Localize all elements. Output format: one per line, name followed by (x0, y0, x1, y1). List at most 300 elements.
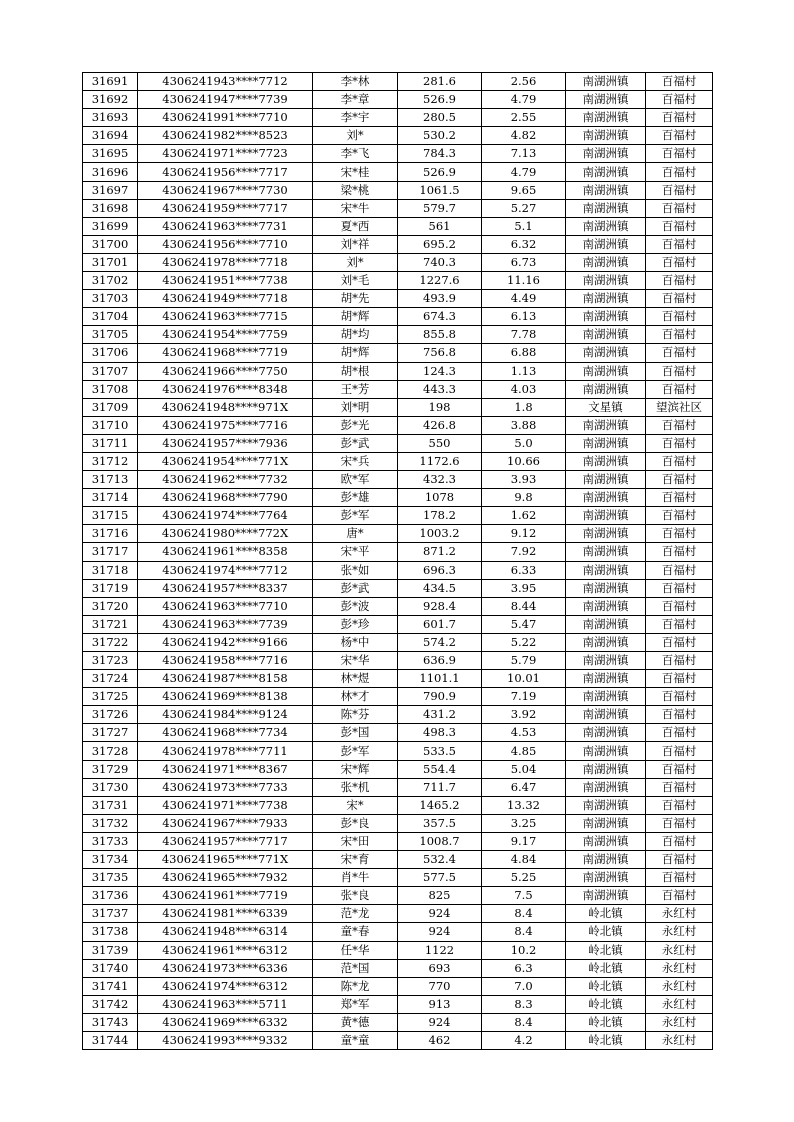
amount-cell: 928.4 (398, 597, 482, 615)
row-number-cell: 31712 (83, 452, 138, 470)
amount-cell: 693 (398, 959, 482, 977)
amount-cell: 554.4 (398, 760, 482, 778)
area-cell: 7.0 (482, 977, 566, 995)
village-cell: 百福村 (646, 633, 713, 651)
row-number-cell: 31735 (83, 869, 138, 887)
id-number-cell: 4306241980****772X (138, 525, 313, 543)
name-cell: 李*林 (313, 73, 398, 91)
name-cell: 王*芳 (313, 380, 398, 398)
town-cell: 南湖洲镇 (566, 109, 646, 127)
village-cell: 百福村 (646, 145, 713, 163)
row-number-cell: 31720 (83, 597, 138, 615)
village-cell: 百福村 (646, 217, 713, 235)
id-number-cell: 4306241942****9166 (138, 633, 313, 651)
area-cell: 7.92 (482, 543, 566, 561)
table-row (83, 941, 713, 959)
table-row (83, 670, 713, 688)
name-cell: 范*龙 (313, 905, 398, 923)
table-row (83, 507, 713, 525)
town-cell: 南湖洲镇 (566, 199, 646, 217)
village-cell: 百福村 (646, 525, 713, 543)
id-number-cell: 4306241993****9332 (138, 1031, 313, 1049)
row-number-cell: 31719 (83, 579, 138, 597)
table-row (83, 73, 713, 91)
area-cell: 4.53 (482, 724, 566, 742)
name-cell: 宋*桂 (313, 163, 398, 181)
town-cell: 南湖洲镇 (566, 344, 646, 362)
village-cell: 百福村 (646, 452, 713, 470)
area-cell: 11.16 (482, 272, 566, 290)
name-cell: 李*飞 (313, 145, 398, 163)
id-number-cell: 4306241984****9124 (138, 706, 313, 724)
town-cell: 南湖洲镇 (566, 253, 646, 271)
row-number-cell: 31710 (83, 416, 138, 434)
id-number-cell: 4306241961****8358 (138, 543, 313, 561)
name-cell: 彭*武 (313, 434, 398, 452)
village-cell: 永红村 (646, 959, 713, 977)
town-cell: 南湖洲镇 (566, 380, 646, 398)
area-cell: 8.4 (482, 1013, 566, 1031)
id-number-cell: 4306241991****7710 (138, 109, 313, 127)
town-cell: 南湖洲镇 (566, 163, 646, 181)
amount-cell: 1172.6 (398, 452, 482, 470)
amount-cell: 825 (398, 887, 482, 905)
id-number-cell: 4306241954****771X (138, 452, 313, 470)
amount-cell: 696.3 (398, 561, 482, 579)
id-number-cell: 4306241957****7936 (138, 434, 313, 452)
area-cell: 6.32 (482, 235, 566, 253)
area-cell: 6.47 (482, 778, 566, 796)
row-number-cell: 31714 (83, 489, 138, 507)
row-number-cell: 31733 (83, 832, 138, 850)
village-cell: 百福村 (646, 290, 713, 308)
amount-cell: 1101.1 (398, 670, 482, 688)
area-cell: 10.01 (482, 670, 566, 688)
table-row (83, 452, 713, 470)
amount-cell: 579.7 (398, 199, 482, 217)
amount-cell: 1465.2 (398, 796, 482, 814)
name-cell: 彭*军 (313, 507, 398, 525)
village-cell: 永红村 (646, 923, 713, 941)
row-number-cell: 31699 (83, 217, 138, 235)
amount-cell: 526.9 (398, 91, 482, 109)
name-cell: 宋*田 (313, 832, 398, 850)
name-cell: 胡*先 (313, 290, 398, 308)
area-cell: 6.88 (482, 344, 566, 362)
area-cell: 5.04 (482, 760, 566, 778)
table-row (83, 869, 713, 887)
name-cell: 宋*牛 (313, 199, 398, 217)
amount-cell: 924 (398, 905, 482, 923)
amount-cell: 770 (398, 977, 482, 995)
amount-cell: 636.9 (398, 652, 482, 670)
amount-cell: 533.5 (398, 742, 482, 760)
village-cell: 百福村 (646, 670, 713, 688)
town-cell: 南湖洲镇 (566, 235, 646, 253)
table-row (83, 724, 713, 742)
row-number-cell: 31708 (83, 380, 138, 398)
town-cell: 南湖洲镇 (566, 91, 646, 109)
table-row (83, 688, 713, 706)
id-number-cell: 4306241959****7717 (138, 199, 313, 217)
amount-cell: 913 (398, 995, 482, 1013)
name-cell: 彭*光 (313, 416, 398, 434)
id-number-cell: 4306241976****8348 (138, 380, 313, 398)
id-number-cell: 4306241948****6314 (138, 923, 313, 941)
id-number-cell: 4306241982****8523 (138, 127, 313, 145)
table-row (83, 344, 713, 362)
village-cell: 百福村 (646, 851, 713, 869)
id-number-cell: 4306241978****7711 (138, 742, 313, 760)
table-row (83, 253, 713, 271)
area-cell: 9.17 (482, 832, 566, 850)
table-row (83, 91, 713, 109)
table-row (83, 308, 713, 326)
table-row (83, 199, 713, 217)
village-cell: 百福村 (646, 688, 713, 706)
town-cell: 南湖洲镇 (566, 869, 646, 887)
town-cell: 南湖洲镇 (566, 272, 646, 290)
name-cell: 胡*均 (313, 326, 398, 344)
area-cell: 5.27 (482, 199, 566, 217)
town-cell: 岭北镇 (566, 1013, 646, 1031)
town-cell: 南湖洲镇 (566, 561, 646, 579)
table-row (83, 579, 713, 597)
town-cell: 南湖洲镇 (566, 724, 646, 742)
name-cell: 张*良 (313, 887, 398, 905)
name-cell: 张*如 (313, 561, 398, 579)
row-number-cell: 31732 (83, 814, 138, 832)
name-cell: 胡*辉 (313, 344, 398, 362)
village-cell: 百福村 (646, 199, 713, 217)
table-row (83, 1013, 713, 1031)
name-cell: 宋*辉 (313, 760, 398, 778)
amount-cell: 443.3 (398, 380, 482, 398)
village-cell: 百福村 (646, 434, 713, 452)
row-number-cell: 31723 (83, 652, 138, 670)
town-cell: 岭北镇 (566, 977, 646, 995)
name-cell: 陈*芬 (313, 706, 398, 724)
town-cell: 岭北镇 (566, 905, 646, 923)
town-cell: 南湖洲镇 (566, 670, 646, 688)
id-number-cell: 4306241971****8367 (138, 760, 313, 778)
table-row (83, 127, 713, 145)
row-number-cell: 31700 (83, 235, 138, 253)
id-number-cell: 4306241966****7750 (138, 362, 313, 380)
row-number-cell: 31736 (83, 887, 138, 905)
table-row (83, 959, 713, 977)
town-cell: 南湖洲镇 (566, 615, 646, 633)
name-cell: 彭*武 (313, 579, 398, 597)
name-cell: 彭*珍 (313, 615, 398, 633)
town-cell: 南湖洲镇 (566, 832, 646, 850)
table-row (83, 615, 713, 633)
name-cell: 宋*平 (313, 543, 398, 561)
area-cell: 8.4 (482, 905, 566, 923)
name-cell: 宋* (313, 796, 398, 814)
id-number-cell: 4306241958****7716 (138, 652, 313, 670)
row-number-cell: 31737 (83, 905, 138, 923)
town-cell: 南湖洲镇 (566, 778, 646, 796)
row-number-cell: 31724 (83, 670, 138, 688)
name-cell: 宋*育 (313, 851, 398, 869)
name-cell: 童*童 (313, 1031, 398, 1049)
amount-cell: 532.4 (398, 851, 482, 869)
name-cell: 郑*军 (313, 995, 398, 1013)
id-number-cell: 4306241971****7723 (138, 145, 313, 163)
id-number-cell: 4306241956****7710 (138, 235, 313, 253)
town-cell: 南湖洲镇 (566, 814, 646, 832)
area-cell: 3.93 (482, 471, 566, 489)
id-number-cell: 4306241968****7790 (138, 489, 313, 507)
table-row (83, 633, 713, 651)
row-number-cell: 31701 (83, 253, 138, 271)
row-number-cell: 31744 (83, 1031, 138, 1049)
town-cell: 南湖洲镇 (566, 416, 646, 434)
amount-cell: 790.9 (398, 688, 482, 706)
id-number-cell: 4306241975****7716 (138, 416, 313, 434)
town-cell: 南湖洲镇 (566, 308, 646, 326)
amount-cell: 550 (398, 434, 482, 452)
name-cell: 刘*毛 (313, 272, 398, 290)
village-cell: 百福村 (646, 253, 713, 271)
name-cell: 宋*兵 (313, 452, 398, 470)
area-cell: 8.4 (482, 923, 566, 941)
town-cell: 南湖洲镇 (566, 543, 646, 561)
row-number-cell: 31725 (83, 688, 138, 706)
town-cell: 南湖洲镇 (566, 471, 646, 489)
area-cell: 6.33 (482, 561, 566, 579)
amount-cell: 695.2 (398, 235, 482, 253)
village-cell: 百福村 (646, 416, 713, 434)
village-cell: 永红村 (646, 941, 713, 959)
amount-cell: 1008.7 (398, 832, 482, 850)
town-cell: 南湖洲镇 (566, 688, 646, 706)
town-cell: 南湖洲镇 (566, 760, 646, 778)
table-row (83, 326, 713, 344)
area-cell: 9.65 (482, 181, 566, 199)
row-number-cell: 31740 (83, 959, 138, 977)
area-cell: 4.2 (482, 1031, 566, 1049)
amount-cell: 855.8 (398, 326, 482, 344)
village-cell: 百福村 (646, 471, 713, 489)
village-cell: 百福村 (646, 507, 713, 525)
area-cell: 3.25 (482, 814, 566, 832)
town-cell: 南湖洲镇 (566, 326, 646, 344)
village-cell: 百福村 (646, 561, 713, 579)
village-cell: 百福村 (646, 597, 713, 615)
table-row (83, 489, 713, 507)
table-row (83, 760, 713, 778)
village-cell: 永红村 (646, 1013, 713, 1031)
area-cell: 4.79 (482, 163, 566, 181)
id-number-cell: 4306241968****7734 (138, 724, 313, 742)
row-number-cell: 31705 (83, 326, 138, 344)
village-cell: 百福村 (646, 380, 713, 398)
row-number-cell: 31721 (83, 615, 138, 633)
table-row (83, 851, 713, 869)
town-cell: 南湖洲镇 (566, 145, 646, 163)
town-cell: 南湖洲镇 (566, 887, 646, 905)
id-number-cell: 4306241948****971X (138, 398, 313, 416)
amount-cell: 574.2 (398, 633, 482, 651)
town-cell: 岭北镇 (566, 995, 646, 1013)
village-cell: 百福村 (646, 543, 713, 561)
row-number-cell: 31743 (83, 1013, 138, 1031)
table-row (83, 923, 713, 941)
id-number-cell: 4306241963****5711 (138, 995, 313, 1013)
table-row (83, 163, 713, 181)
id-number-cell: 4306241957****7717 (138, 832, 313, 850)
row-number-cell: 31728 (83, 742, 138, 760)
area-cell: 9.8 (482, 489, 566, 507)
area-cell: 1.13 (482, 362, 566, 380)
area-cell: 4.85 (482, 742, 566, 760)
area-cell: 5.0 (482, 434, 566, 452)
area-cell: 10.2 (482, 941, 566, 959)
name-cell: 李*章 (313, 91, 398, 109)
id-number-cell: 4306241961****6312 (138, 941, 313, 959)
name-cell: 彭*军 (313, 742, 398, 760)
id-number-cell: 4306241967****7933 (138, 814, 313, 832)
table-row (83, 290, 713, 308)
name-cell: 唐* (313, 525, 398, 543)
name-cell: 夏*西 (313, 217, 398, 235)
id-number-cell: 4306241987****8158 (138, 670, 313, 688)
table-row (83, 398, 713, 416)
table-row (83, 434, 713, 452)
row-number-cell: 31722 (83, 633, 138, 651)
name-cell: 彭*良 (313, 814, 398, 832)
id-number-cell: 4306241957****8337 (138, 579, 313, 597)
table-row (83, 145, 713, 163)
row-number-cell: 31738 (83, 923, 138, 941)
table-row (83, 814, 713, 832)
id-number-cell: 4306241965****771X (138, 851, 313, 869)
village-cell: 永红村 (646, 995, 713, 1013)
row-number-cell: 31727 (83, 724, 138, 742)
id-number-cell: 4306241971****7738 (138, 796, 313, 814)
name-cell: 任*华 (313, 941, 398, 959)
area-cell: 7.5 (482, 887, 566, 905)
area-cell: 2.56 (482, 73, 566, 91)
amount-cell: 434.5 (398, 579, 482, 597)
area-cell: 5.22 (482, 633, 566, 651)
row-number-cell: 31739 (83, 941, 138, 959)
table-row (83, 272, 713, 290)
table-row (83, 380, 713, 398)
amount-cell: 1078 (398, 489, 482, 507)
row-number-cell: 31707 (83, 362, 138, 380)
area-cell: 4.84 (482, 851, 566, 869)
row-number-cell: 31703 (83, 290, 138, 308)
row-number-cell: 31692 (83, 91, 138, 109)
town-cell: 南湖洲镇 (566, 362, 646, 380)
amount-cell: 601.7 (398, 615, 482, 633)
name-cell: 杨*中 (313, 633, 398, 651)
village-cell: 百福村 (646, 109, 713, 127)
name-cell: 范*国 (313, 959, 398, 977)
village-cell: 百福村 (646, 235, 713, 253)
amount-cell: 924 (398, 923, 482, 941)
row-number-cell: 31704 (83, 308, 138, 326)
amount-cell: 924 (398, 1013, 482, 1031)
town-cell: 南湖洲镇 (566, 434, 646, 452)
id-number-cell: 4306241963****7710 (138, 597, 313, 615)
amount-cell: 871.2 (398, 543, 482, 561)
village-cell: 百福村 (646, 887, 713, 905)
amount-cell: 357.5 (398, 814, 482, 832)
name-cell: 刘*祥 (313, 235, 398, 253)
town-cell: 南湖洲镇 (566, 706, 646, 724)
town-cell: 南湖洲镇 (566, 290, 646, 308)
row-number-cell: 31697 (83, 181, 138, 199)
name-cell: 彭*雄 (313, 489, 398, 507)
name-cell: 林*才 (313, 688, 398, 706)
town-cell: 南湖洲镇 (566, 742, 646, 760)
id-number-cell: 4306241969****8138 (138, 688, 313, 706)
area-cell: 7.19 (482, 688, 566, 706)
table-row (83, 995, 713, 1013)
amount-cell: 1227.6 (398, 272, 482, 290)
id-number-cell: 4306241963****7715 (138, 308, 313, 326)
amount-cell: 432.3 (398, 471, 482, 489)
area-cell: 2.55 (482, 109, 566, 127)
village-cell: 百福村 (646, 489, 713, 507)
village-cell: 百福村 (646, 163, 713, 181)
town-cell: 南湖洲镇 (566, 507, 646, 525)
row-number-cell: 31695 (83, 145, 138, 163)
row-number-cell: 31698 (83, 199, 138, 217)
amount-cell: 674.3 (398, 308, 482, 326)
area-cell: 7.13 (482, 145, 566, 163)
table-row (83, 778, 713, 796)
data-table (82, 72, 713, 1050)
id-number-cell: 4306241951****7738 (138, 272, 313, 290)
amount-cell: 431.2 (398, 706, 482, 724)
amount-cell: 493.9 (398, 290, 482, 308)
name-cell: 林*煜 (313, 670, 398, 688)
name-cell: 张*机 (313, 778, 398, 796)
amount-cell: 740.3 (398, 253, 482, 271)
table-row (83, 416, 713, 434)
village-cell: 百福村 (646, 127, 713, 145)
village-cell: 百福村 (646, 832, 713, 850)
amount-cell: 1061.5 (398, 181, 482, 199)
village-cell: 百福村 (646, 91, 713, 109)
town-cell: 岭北镇 (566, 1031, 646, 1049)
name-cell: 刘* (313, 127, 398, 145)
row-number-cell: 31742 (83, 995, 138, 1013)
village-cell: 百福村 (646, 73, 713, 91)
village-cell: 百福村 (646, 706, 713, 724)
id-number-cell: 4306241969****6332 (138, 1013, 313, 1031)
village-cell: 百福村 (646, 652, 713, 670)
village-cell: 百福村 (646, 181, 713, 199)
amount-cell: 561 (398, 217, 482, 235)
town-cell: 南湖洲镇 (566, 452, 646, 470)
town-cell: 南湖洲镇 (566, 127, 646, 145)
amount-cell: 1003.2 (398, 525, 482, 543)
area-cell: 4.82 (482, 127, 566, 145)
area-cell: 4.03 (482, 380, 566, 398)
name-cell: 胡*辉 (313, 308, 398, 326)
town-cell: 岭北镇 (566, 923, 646, 941)
area-cell: 5.1 (482, 217, 566, 235)
area-cell: 4.49 (482, 290, 566, 308)
area-cell: 6.13 (482, 308, 566, 326)
town-cell: 南湖洲镇 (566, 525, 646, 543)
